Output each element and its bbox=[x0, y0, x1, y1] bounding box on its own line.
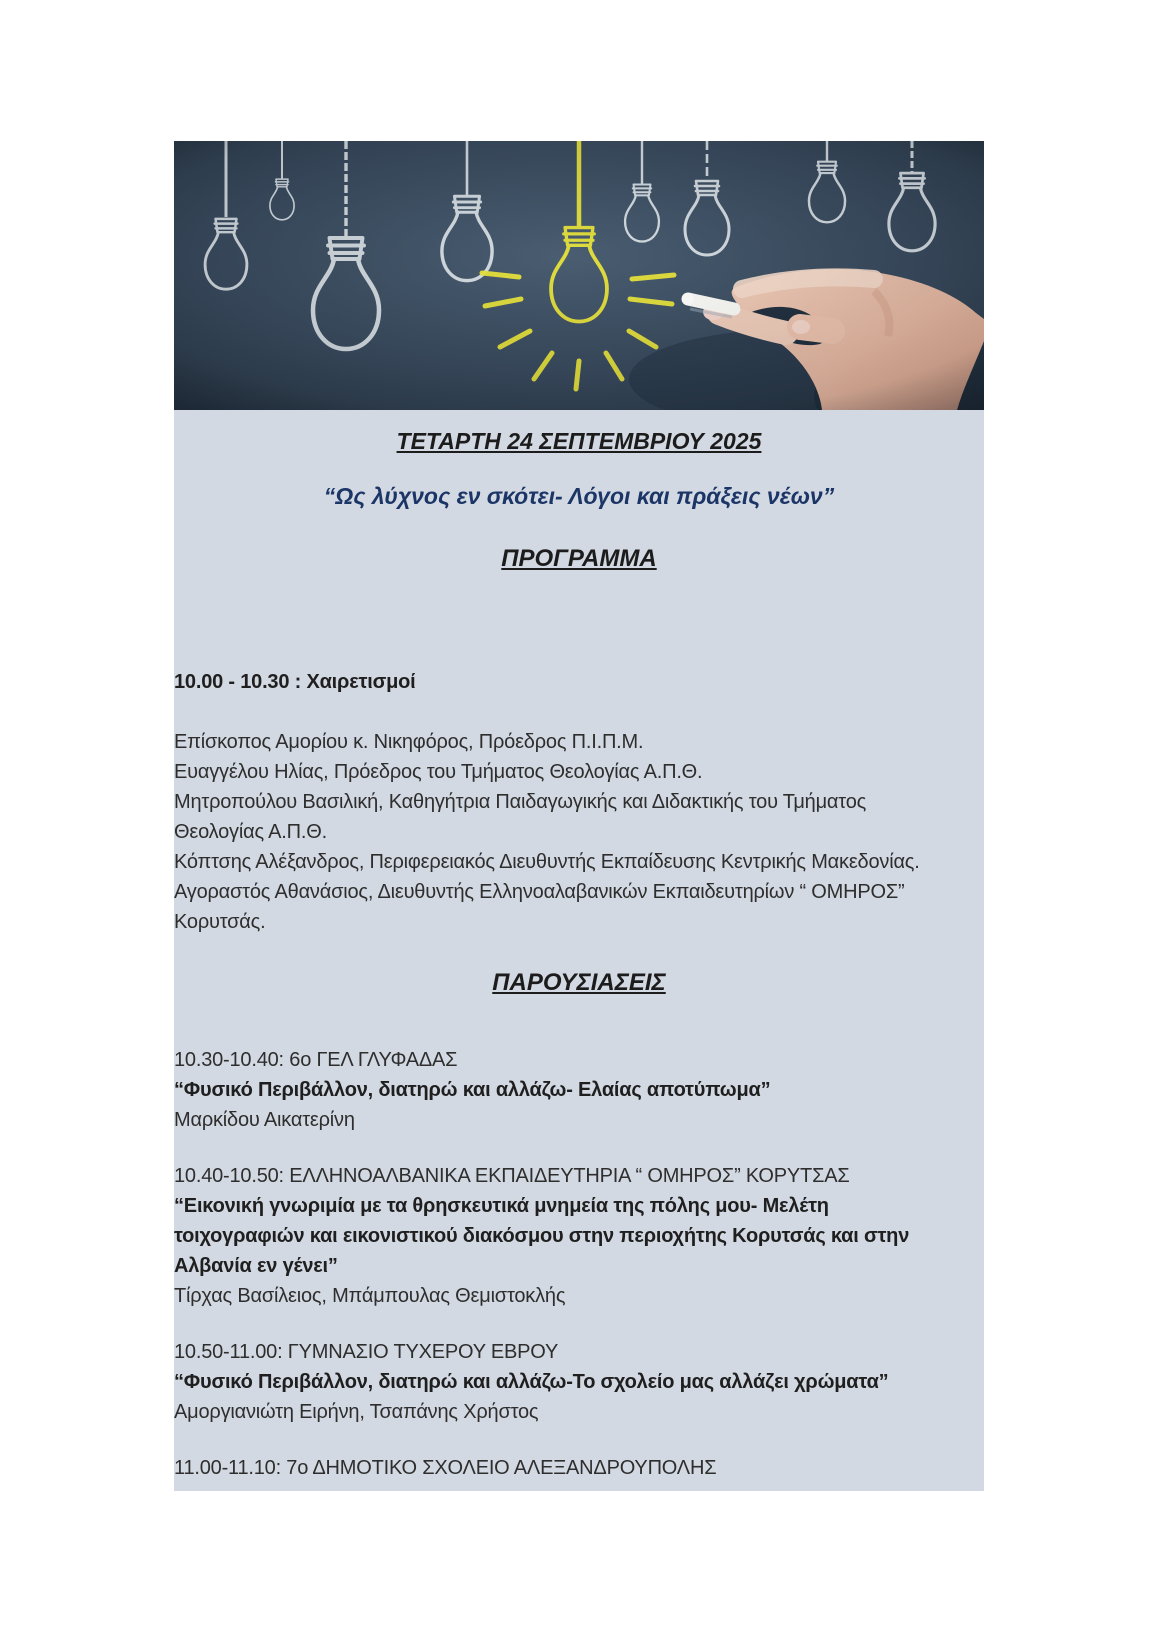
presentation-time-school: 10.30-10.40: 6ο ΓΕΛ ΓΛΥΦΑΔΑΣ bbox=[174, 1049, 458, 1071]
speaker-line: Ευαγγέλου Ηλίας, Πρόεδρος του Τμήματος Θεολογίας Α.Π.Θ. bbox=[174, 761, 703, 783]
presentation-item bbox=[174, 1337, 984, 1427]
program-heading: ΠΡΟΓΡΑΜΜΑ bbox=[501, 545, 657, 572]
presentations-heading: ΠΑΡΟΥΣΙΑΣΕΙΣ bbox=[492, 969, 666, 996]
program-content bbox=[174, 410, 984, 1491]
presentation-title: “Εικονική γνωριμία με τα θρησκευτικά μνημεία της πόλης μου- Μελέτη τοιχογραφιών και εικονιστικού διακόσμου στην περιοχήτης Κορυτσάς και στην Αλβανία εν γένει” bbox=[174, 1195, 910, 1277]
presentation-item bbox=[174, 1045, 984, 1135]
presentation-presenters: Μαρκίδου Αικατερίνη bbox=[174, 1109, 355, 1131]
presentation-title: “Φυσικό Περιβάλλον, διατηρώ και αλλάζω-Το σχολείο μας αλλάζει χρώματα” bbox=[174, 1371, 889, 1393]
presentation-presenters: Τίρχας Βασίλειος, Μπάμπουλας Θεμιστοκλής bbox=[174, 1285, 566, 1307]
theme-title: “Ως λύχνος εν σκότει- Λόγοι και πράξεις νέων” bbox=[323, 483, 835, 509]
speaker-line: Μητροπούλου Βασιλική, Καθηγήτρια Παιδαγωγικής και Διδακτικής του Τμήματος Θεολογίας Α.Π.Θ. bbox=[174, 791, 867, 843]
speaker-line: Αγοραστός Αθανάσιος, Διευθυντής Ελληνοαλαβανικών Εκπαιδευτηρίων “ ΟΜΗΡΟΣ” Κορυτσάς. bbox=[174, 881, 905, 933]
greetings-heading: 10.00 - 10.30 : Χαιρετισμοί bbox=[174, 671, 416, 693]
presentation-time-school: 10.50-11.00: ΓΥΜΝΑΣΙΟ ΤΥΧΕΡΟΥ ΕΒΡΟΥ bbox=[174, 1341, 559, 1363]
presentation-title: “Φυσικό Περιβάλλον, διατηρώ και αλλάζω- Ελαίας αποτύπωμα” bbox=[174, 1079, 771, 1101]
presentation-presenters: Αμοργιανιώτη Ειρήνη, Τσαπάνης Χρήστος bbox=[174, 1401, 539, 1423]
header-image bbox=[174, 141, 984, 410]
chalkboard-illustration bbox=[174, 141, 984, 410]
presentation-time-school: 10.40-10.50: ΕΛΛΗΝΟΑΛΒΑΝΙΚΑ ΕΚΠΑΙΔΕΥΤΗΡΙΑ “ ΟΜΗΡΟΣ” ΚΟΡΥΤΣΑΣ bbox=[174, 1165, 850, 1187]
presentation-time-school: 11.00-11.10: 7ο ΔΗΜΟΤΙΚΟ ΣΧΟΛΕΙΟ ΑΛΕΞΑΝΔΡΟΥΠΟΛΗΣ bbox=[174, 1457, 717, 1479]
presentation-item bbox=[174, 1453, 984, 1483]
date-title: ΤΕΤΑΡΤΗ 24 ΣΕΠΤΕΜΒΡΙΟΥ 2025 bbox=[396, 428, 762, 454]
speaker-line: Κόπτσης Αλέξανδρος, Περιφερειακός Διευθυντής Εκπαίδευσης Κεντρικής Μακεδονίας. bbox=[174, 851, 920, 873]
presentation-item bbox=[174, 1161, 984, 1311]
greetings-speakers bbox=[174, 727, 984, 937]
speaker-line: Επίσκοπος Αμορίου κ. Νικηφόρος, Πρόεδρος Π.Ι.Π.Μ. bbox=[174, 731, 644, 753]
vignette bbox=[174, 141, 984, 410]
document-body bbox=[174, 141, 984, 1491]
